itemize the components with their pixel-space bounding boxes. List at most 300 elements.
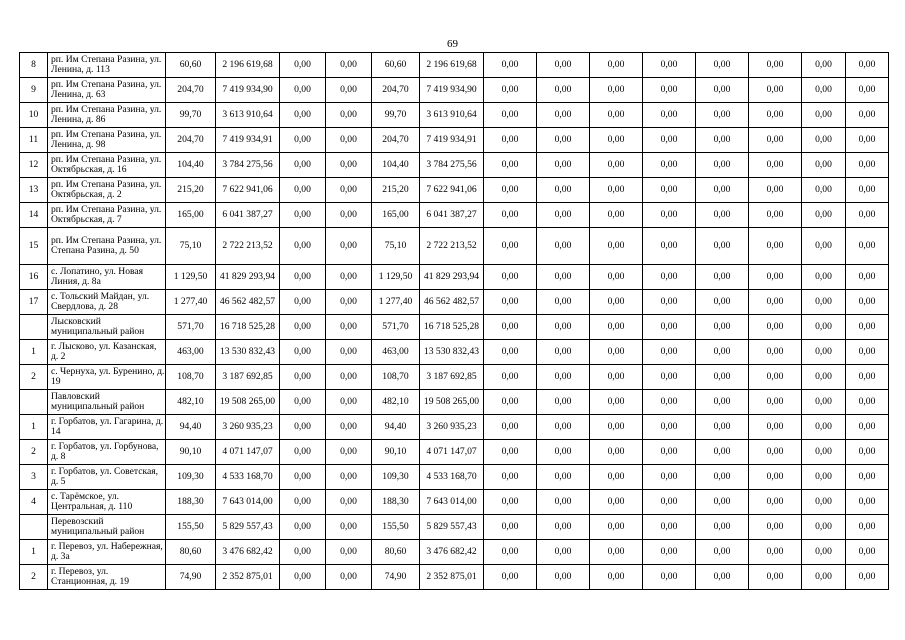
value-cell: 0,00 bbox=[537, 390, 590, 415]
value-cell: 0,00 bbox=[537, 365, 590, 390]
value-cell: 0,00 bbox=[846, 440, 889, 465]
value-cell: 0,00 bbox=[802, 103, 846, 128]
value-cell: 0,00 bbox=[696, 53, 749, 78]
value-cell: 0,00 bbox=[749, 203, 802, 228]
value-cell: 0,00 bbox=[846, 178, 889, 203]
value-cell: 0,00 bbox=[537, 53, 590, 78]
area-cell: 165,00 bbox=[372, 203, 420, 228]
value-cell: 0,00 bbox=[326, 103, 372, 128]
value-cell: 0,00 bbox=[696, 128, 749, 153]
value-cell: 0,00 bbox=[846, 153, 889, 178]
area-cell: 94,40 bbox=[166, 415, 216, 440]
value-cell: 0,00 bbox=[280, 103, 326, 128]
value-cell: 0,00 bbox=[326, 153, 372, 178]
cost-cell: 3 260 935,23 bbox=[420, 415, 484, 440]
value-cell: 0,00 bbox=[326, 78, 372, 103]
value-cell: 0,00 bbox=[280, 178, 326, 203]
cost-cell: 3 260 935,23 bbox=[216, 415, 280, 440]
value-cell: 0,00 bbox=[280, 203, 326, 228]
row-number-cell: 13 bbox=[20, 178, 48, 203]
value-cell: 0,00 bbox=[749, 440, 802, 465]
value-cell: 0,00 bbox=[802, 565, 846, 590]
value-cell: 0,00 bbox=[802, 415, 846, 440]
value-cell: 0,00 bbox=[846, 390, 889, 415]
area-cell: 188,30 bbox=[166, 490, 216, 515]
value-cell: 0,00 bbox=[846, 290, 889, 315]
cost-cell: 7 419 934,90 bbox=[420, 78, 484, 103]
area-cell: 482,10 bbox=[372, 390, 420, 415]
value-cell: 0,00 bbox=[537, 340, 590, 365]
cost-cell: 6 041 387,27 bbox=[420, 203, 484, 228]
area-cell: 99,70 bbox=[372, 103, 420, 128]
row-number-cell: 1 bbox=[20, 540, 48, 565]
value-cell: 0,00 bbox=[802, 440, 846, 465]
cost-cell: 7 643 014,00 bbox=[216, 490, 280, 515]
row-number-cell bbox=[20, 515, 48, 540]
address-cell: рп. Им Степана Разина, ул. Ленина, д. 86 bbox=[48, 103, 166, 128]
value-cell: 0,00 bbox=[590, 178, 643, 203]
value-cell: 0,00 bbox=[484, 340, 537, 365]
cost-cell: 19 508 265,00 bbox=[216, 390, 280, 415]
value-cell: 0,00 bbox=[590, 265, 643, 290]
cost-cell: 7 419 934,91 bbox=[216, 128, 280, 153]
value-cell: 0,00 bbox=[590, 78, 643, 103]
area-cell: 204,70 bbox=[372, 78, 420, 103]
table-row bbox=[20, 103, 889, 128]
value-cell: 0,00 bbox=[280, 465, 326, 490]
area-cell: 204,70 bbox=[166, 78, 216, 103]
value-cell: 0,00 bbox=[846, 53, 889, 78]
value-cell: 0,00 bbox=[696, 203, 749, 228]
table-row bbox=[20, 540, 889, 565]
value-cell: 0,00 bbox=[280, 228, 326, 265]
value-cell: 0,00 bbox=[846, 415, 889, 440]
value-cell: 0,00 bbox=[280, 78, 326, 103]
value-cell: 0,00 bbox=[696, 315, 749, 340]
value-cell: 0,00 bbox=[326, 440, 372, 465]
value-cell: 0,00 bbox=[326, 340, 372, 365]
cost-cell: 16 718 525,28 bbox=[216, 315, 280, 340]
cost-cell: 2 722 213,52 bbox=[420, 228, 484, 265]
area-cell: 90,10 bbox=[372, 440, 420, 465]
value-cell: 0,00 bbox=[802, 390, 846, 415]
value-cell: 0,00 bbox=[643, 540, 696, 565]
value-cell: 0,00 bbox=[696, 78, 749, 103]
address-cell: с. Тольский Майдан, ул. Свердлова, д. 28 bbox=[48, 290, 166, 315]
value-cell: 0,00 bbox=[749, 490, 802, 515]
area-cell: 74,90 bbox=[166, 565, 216, 590]
value-cell: 0,00 bbox=[537, 265, 590, 290]
cost-cell: 13 530 832,43 bbox=[420, 340, 484, 365]
area-cell: 204,70 bbox=[166, 128, 216, 153]
value-cell: 0,00 bbox=[696, 540, 749, 565]
value-cell: 0,00 bbox=[590, 515, 643, 540]
address-cell: Перевозский муниципальный район bbox=[48, 515, 166, 540]
area-cell: 94,40 bbox=[372, 415, 420, 440]
value-cell: 0,00 bbox=[643, 365, 696, 390]
value-cell: 0,00 bbox=[590, 415, 643, 440]
value-cell: 0,00 bbox=[643, 565, 696, 590]
area-cell: 108,70 bbox=[372, 365, 420, 390]
value-cell: 0,00 bbox=[643, 78, 696, 103]
value-cell: 0,00 bbox=[590, 103, 643, 128]
value-cell: 0,00 bbox=[484, 290, 537, 315]
table-row bbox=[20, 415, 889, 440]
row-number-cell: 8 bbox=[20, 53, 48, 78]
value-cell: 0,00 bbox=[326, 390, 372, 415]
cost-cell: 2 196 619,68 bbox=[420, 53, 484, 78]
area-cell: 215,20 bbox=[372, 178, 420, 203]
value-cell: 0,00 bbox=[484, 415, 537, 440]
value-cell: 0,00 bbox=[802, 290, 846, 315]
cost-cell: 13 530 832,43 bbox=[216, 340, 280, 365]
row-number-cell: 16 bbox=[20, 265, 48, 290]
value-cell: 0,00 bbox=[802, 78, 846, 103]
area-cell: 104,40 bbox=[372, 153, 420, 178]
value-cell: 0,00 bbox=[537, 103, 590, 128]
address-cell: рп. Им Степана Разина, ул. Степана Разина, д. 50 bbox=[48, 228, 166, 265]
cost-cell: 46 562 482,57 bbox=[420, 290, 484, 315]
value-cell: 0,00 bbox=[280, 128, 326, 153]
value-cell: 0,00 bbox=[326, 515, 372, 540]
area-cell: 60,60 bbox=[372, 53, 420, 78]
area-cell: 1 129,50 bbox=[372, 265, 420, 290]
value-cell: 0,00 bbox=[280, 415, 326, 440]
row-number-cell: 10 bbox=[20, 103, 48, 128]
value-cell: 0,00 bbox=[802, 228, 846, 265]
area-cell: 571,70 bbox=[372, 315, 420, 340]
value-cell: 0,00 bbox=[643, 465, 696, 490]
value-cell: 0,00 bbox=[643, 128, 696, 153]
value-cell: 0,00 bbox=[749, 53, 802, 78]
cost-cell: 3 613 910,64 bbox=[420, 103, 484, 128]
value-cell: 0,00 bbox=[643, 490, 696, 515]
row-number-cell: 9 bbox=[20, 78, 48, 103]
value-cell: 0,00 bbox=[696, 228, 749, 265]
value-cell: 0,00 bbox=[484, 315, 537, 340]
address-cell: с. Чернуха, ул. Буренино, д. 19 bbox=[48, 365, 166, 390]
table-row bbox=[20, 290, 889, 315]
cost-cell: 3 784 275,56 bbox=[420, 153, 484, 178]
value-cell: 0,00 bbox=[749, 265, 802, 290]
value-cell: 0,00 bbox=[643, 440, 696, 465]
table-row bbox=[20, 203, 889, 228]
value-cell: 0,00 bbox=[846, 315, 889, 340]
value-cell: 0,00 bbox=[802, 153, 846, 178]
cost-cell: 6 041 387,27 bbox=[216, 203, 280, 228]
value-cell: 0,00 bbox=[590, 53, 643, 78]
value-cell: 0,00 bbox=[802, 53, 846, 78]
cost-cell: 41 829 293,94 bbox=[216, 265, 280, 290]
table-row bbox=[20, 365, 889, 390]
value-cell: 0,00 bbox=[280, 290, 326, 315]
value-cell: 0,00 bbox=[749, 340, 802, 365]
area-cell: 463,00 bbox=[166, 340, 216, 365]
value-cell: 0,00 bbox=[484, 228, 537, 265]
value-cell: 0,00 bbox=[696, 440, 749, 465]
value-cell: 0,00 bbox=[749, 365, 802, 390]
page-number: 69 bbox=[447, 38, 458, 50]
cost-cell: 19 508 265,00 bbox=[420, 390, 484, 415]
value-cell: 0,00 bbox=[280, 53, 326, 78]
row-number-cell: 1 bbox=[20, 415, 48, 440]
area-cell: 571,70 bbox=[166, 315, 216, 340]
value-cell: 0,00 bbox=[484, 565, 537, 590]
data-table bbox=[19, 52, 889, 590]
table-row bbox=[20, 265, 889, 290]
value-cell: 0,00 bbox=[326, 128, 372, 153]
area-cell: 188,30 bbox=[372, 490, 420, 515]
value-cell: 0,00 bbox=[280, 153, 326, 178]
value-cell: 0,00 bbox=[326, 465, 372, 490]
value-cell: 0,00 bbox=[696, 103, 749, 128]
value-cell: 0,00 bbox=[749, 103, 802, 128]
area-cell: 1 129,50 bbox=[166, 265, 216, 290]
value-cell: 0,00 bbox=[696, 340, 749, 365]
cost-cell: 7 419 934,91 bbox=[420, 128, 484, 153]
value-cell: 0,00 bbox=[280, 265, 326, 290]
value-cell: 0,00 bbox=[802, 178, 846, 203]
value-cell: 0,00 bbox=[846, 103, 889, 128]
value-cell: 0,00 bbox=[846, 228, 889, 265]
value-cell: 0,00 bbox=[326, 365, 372, 390]
row-number-cell: 15 bbox=[20, 228, 48, 265]
cost-cell: 4 071 147,07 bbox=[216, 440, 280, 465]
value-cell: 0,00 bbox=[590, 290, 643, 315]
value-cell: 0,00 bbox=[749, 290, 802, 315]
table-row bbox=[20, 490, 889, 515]
value-cell: 0,00 bbox=[484, 515, 537, 540]
value-cell: 0,00 bbox=[590, 340, 643, 365]
value-cell: 0,00 bbox=[484, 540, 537, 565]
value-cell: 0,00 bbox=[280, 440, 326, 465]
value-cell: 0,00 bbox=[749, 465, 802, 490]
address-cell: рп. Им Степана Разина, ул. Ленина, д. 98 bbox=[48, 128, 166, 153]
value-cell: 0,00 bbox=[696, 290, 749, 315]
address-cell: с. Тарёмское, ул. Центральная, д. 110 bbox=[48, 490, 166, 515]
address-cell: рп. Им Степана Разина, ул. Октябрьская, д. 2 bbox=[48, 178, 166, 203]
value-cell: 0,00 bbox=[643, 415, 696, 440]
value-cell: 0,00 bbox=[326, 490, 372, 515]
value-cell: 0,00 bbox=[590, 490, 643, 515]
cost-cell: 16 718 525,28 bbox=[420, 315, 484, 340]
value-cell: 0,00 bbox=[280, 390, 326, 415]
value-cell: 0,00 bbox=[749, 415, 802, 440]
row-number-cell: 11 bbox=[20, 128, 48, 153]
value-cell: 0,00 bbox=[643, 390, 696, 415]
value-cell: 0,00 bbox=[696, 465, 749, 490]
table-row bbox=[20, 315, 889, 340]
value-cell: 0,00 bbox=[280, 315, 326, 340]
value-cell: 0,00 bbox=[484, 440, 537, 465]
value-cell: 0,00 bbox=[590, 540, 643, 565]
value-cell: 0,00 bbox=[846, 78, 889, 103]
cost-cell: 7 643 014,00 bbox=[420, 490, 484, 515]
value-cell: 0,00 bbox=[846, 490, 889, 515]
value-cell: 0,00 bbox=[749, 315, 802, 340]
value-cell: 0,00 bbox=[326, 265, 372, 290]
value-cell: 0,00 bbox=[846, 128, 889, 153]
address-cell: г. Перевоз, ул. Станционная, д. 19 bbox=[48, 565, 166, 590]
value-cell: 0,00 bbox=[326, 178, 372, 203]
value-cell: 0,00 bbox=[590, 465, 643, 490]
cost-cell: 5 829 557,43 bbox=[216, 515, 280, 540]
value-cell: 0,00 bbox=[643, 265, 696, 290]
value-cell: 0,00 bbox=[537, 440, 590, 465]
cost-cell: 3 784 275,56 bbox=[216, 153, 280, 178]
area-cell: 75,10 bbox=[372, 228, 420, 265]
area-cell: 60,60 bbox=[166, 53, 216, 78]
address-cell: с. Лопатино, ул. Новая Линия, д. 8а bbox=[48, 265, 166, 290]
cost-cell: 3 187 692,85 bbox=[420, 365, 484, 390]
value-cell: 0,00 bbox=[326, 415, 372, 440]
value-cell: 0,00 bbox=[326, 565, 372, 590]
area-cell: 104,40 bbox=[166, 153, 216, 178]
row-number-cell: 2 bbox=[20, 565, 48, 590]
row-number-cell: 3 bbox=[20, 465, 48, 490]
table-row bbox=[20, 178, 889, 203]
cost-cell: 7 419 934,90 bbox=[216, 78, 280, 103]
value-cell: 0,00 bbox=[696, 178, 749, 203]
area-cell: 75,10 bbox=[166, 228, 216, 265]
value-cell: 0,00 bbox=[749, 565, 802, 590]
address-cell: рп. Им Степана Разина, ул. Ленина, д. 113 bbox=[48, 53, 166, 78]
row-number-cell: 2 bbox=[20, 440, 48, 465]
area-cell: 155,50 bbox=[166, 515, 216, 540]
address-cell: г. Перевоз, ул. Набережная, д. 3а bbox=[48, 540, 166, 565]
row-number-cell: 14 bbox=[20, 203, 48, 228]
value-cell: 0,00 bbox=[326, 290, 372, 315]
value-cell: 0,00 bbox=[749, 153, 802, 178]
cost-cell: 4 533 168,70 bbox=[216, 465, 280, 490]
value-cell: 0,00 bbox=[280, 340, 326, 365]
value-cell: 0,00 bbox=[643, 178, 696, 203]
value-cell: 0,00 bbox=[696, 515, 749, 540]
value-cell: 0,00 bbox=[484, 53, 537, 78]
value-cell: 0,00 bbox=[696, 565, 749, 590]
value-cell: 0,00 bbox=[696, 490, 749, 515]
value-cell: 0,00 bbox=[537, 315, 590, 340]
area-cell: 204,70 bbox=[372, 128, 420, 153]
area-cell: 99,70 bbox=[166, 103, 216, 128]
value-cell: 0,00 bbox=[643, 290, 696, 315]
value-cell: 0,00 bbox=[590, 228, 643, 265]
value-cell: 0,00 bbox=[484, 490, 537, 515]
area-cell: 1 277,40 bbox=[166, 290, 216, 315]
address-cell: г. Горбатов, ул. Гагарина, д. 14 bbox=[48, 415, 166, 440]
value-cell: 0,00 bbox=[537, 565, 590, 590]
row-number-cell: 2 bbox=[20, 365, 48, 390]
address-cell: рп. Им Степана Разина, ул. Ленина, д. 63 bbox=[48, 78, 166, 103]
value-cell: 0,00 bbox=[696, 365, 749, 390]
table-row bbox=[20, 565, 889, 590]
cost-cell: 4 071 147,07 bbox=[420, 440, 484, 465]
value-cell: 0,00 bbox=[326, 540, 372, 565]
value-cell: 0,00 bbox=[590, 565, 643, 590]
area-cell: 155,50 bbox=[372, 515, 420, 540]
table-row bbox=[20, 515, 889, 540]
value-cell: 0,00 bbox=[846, 340, 889, 365]
value-cell: 0,00 bbox=[537, 415, 590, 440]
table-row bbox=[20, 78, 889, 103]
table-body bbox=[20, 53, 889, 590]
value-cell: 0,00 bbox=[846, 365, 889, 390]
value-cell: 0,00 bbox=[537, 465, 590, 490]
value-cell: 0,00 bbox=[749, 515, 802, 540]
row-number-cell: 1 bbox=[20, 340, 48, 365]
value-cell: 0,00 bbox=[537, 128, 590, 153]
table-row bbox=[20, 340, 889, 365]
value-cell: 0,00 bbox=[749, 540, 802, 565]
address-cell: г. Лысково, ул. Казанская, д. 2 bbox=[48, 340, 166, 365]
cost-cell: 3 187 692,85 bbox=[216, 365, 280, 390]
value-cell: 0,00 bbox=[537, 78, 590, 103]
value-cell: 0,00 bbox=[802, 203, 846, 228]
value-cell: 0,00 bbox=[484, 78, 537, 103]
area-cell: 108,70 bbox=[166, 365, 216, 390]
table-row bbox=[20, 153, 889, 178]
value-cell: 0,00 bbox=[643, 203, 696, 228]
area-cell: 90,10 bbox=[166, 440, 216, 465]
cost-cell: 7 622 941,06 bbox=[216, 178, 280, 203]
row-number-cell bbox=[20, 315, 48, 340]
value-cell: 0,00 bbox=[846, 565, 889, 590]
value-cell: 0,00 bbox=[280, 565, 326, 590]
cost-cell: 46 562 482,57 bbox=[216, 290, 280, 315]
area-cell: 463,00 bbox=[372, 340, 420, 365]
value-cell: 0,00 bbox=[537, 515, 590, 540]
table-row bbox=[20, 53, 889, 78]
value-cell: 0,00 bbox=[537, 290, 590, 315]
row-number-cell: 17 bbox=[20, 290, 48, 315]
value-cell: 0,00 bbox=[590, 365, 643, 390]
address-cell: рп. Им Степана Разина, ул. Октябрьская, д. 7 bbox=[48, 203, 166, 228]
table-row bbox=[20, 390, 889, 415]
value-cell: 0,00 bbox=[484, 128, 537, 153]
area-cell: 1 277,40 bbox=[372, 290, 420, 315]
value-cell: 0,00 bbox=[484, 103, 537, 128]
value-cell: 0,00 bbox=[537, 228, 590, 265]
cost-cell: 5 829 557,43 bbox=[420, 515, 484, 540]
value-cell: 0,00 bbox=[802, 340, 846, 365]
row-number-cell: 4 bbox=[20, 490, 48, 515]
value-cell: 0,00 bbox=[643, 340, 696, 365]
area-cell: 482,10 bbox=[166, 390, 216, 415]
table-row bbox=[20, 128, 889, 153]
value-cell: 0,00 bbox=[280, 515, 326, 540]
value-cell: 0,00 bbox=[326, 53, 372, 78]
value-cell: 0,00 bbox=[590, 315, 643, 340]
area-cell: 74,90 bbox=[372, 565, 420, 590]
value-cell: 0,00 bbox=[802, 265, 846, 290]
value-cell: 0,00 bbox=[326, 315, 372, 340]
value-cell: 0,00 bbox=[326, 228, 372, 265]
value-cell: 0,00 bbox=[802, 490, 846, 515]
value-cell: 0,00 bbox=[484, 390, 537, 415]
value-cell: 0,00 bbox=[696, 153, 749, 178]
cost-cell: 3 476 682,42 bbox=[216, 540, 280, 565]
value-cell: 0,00 bbox=[696, 265, 749, 290]
value-cell: 0,00 bbox=[484, 265, 537, 290]
value-cell: 0,00 bbox=[846, 515, 889, 540]
value-cell: 0,00 bbox=[537, 153, 590, 178]
value-cell: 0,00 bbox=[802, 465, 846, 490]
area-cell: 165,00 bbox=[166, 203, 216, 228]
address-cell: г. Горбатов, ул. Горбунова, д. 8 bbox=[48, 440, 166, 465]
table-row bbox=[20, 465, 889, 490]
value-cell: 0,00 bbox=[749, 390, 802, 415]
area-cell: 109,30 bbox=[166, 465, 216, 490]
